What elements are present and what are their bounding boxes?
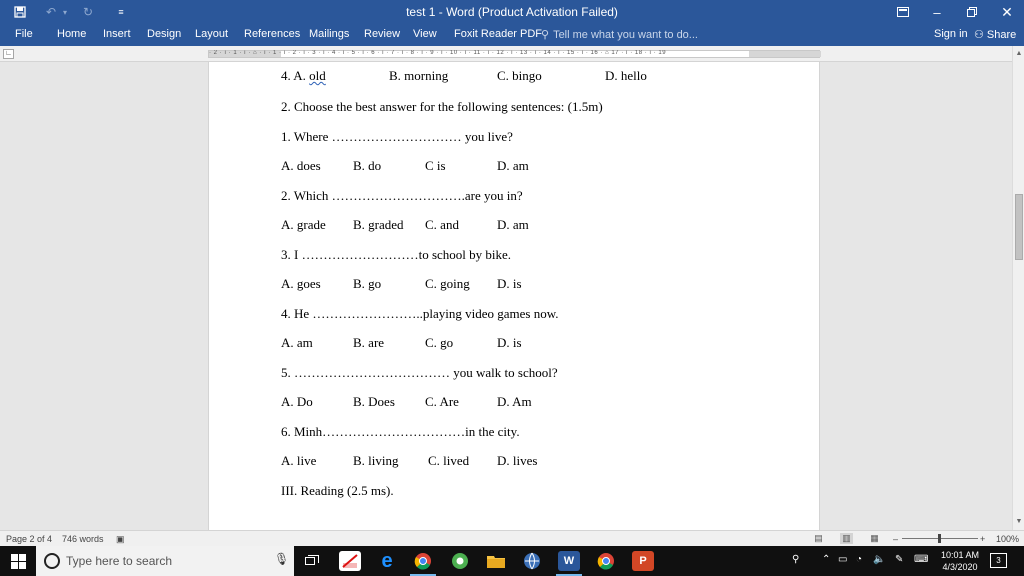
section-heading-reading: III. Reading (2.5 ms).: [281, 483, 394, 498]
cortana-icon: [44, 553, 60, 569]
minimize-button[interactable]: –: [933, 4, 941, 20]
undo-dropdown-icon[interactable]: ▾: [62, 7, 67, 17]
tab-design[interactable]: Design: [147, 28, 182, 40]
option-d: D. hello: [605, 68, 647, 83]
windows-start-icon[interactable]: [0, 546, 36, 576]
horizontal-ruler[interactable]: [208, 50, 820, 58]
option-c: C. Are: [425, 394, 459, 409]
option-b: B. do: [353, 158, 382, 173]
word-icon[interactable]: W: [558, 551, 580, 571]
tab-mailings[interactable]: Mailings: [309, 28, 350, 40]
question-4: 4. He ……………………..playing video games now.: [281, 306, 559, 321]
edge-icon[interactable]: e: [381, 549, 393, 572]
lightbulb-icon: ⚲: [541, 29, 550, 41]
chrome-icon[interactable]: [412, 551, 434, 571]
scroll-up-icon[interactable]: ▲: [1015, 50, 1023, 57]
undo-icon[interactable]: ↶: [45, 5, 57, 19]
clock-date: 4/3/2020: [942, 562, 978, 572]
tab-insert[interactable]: Insert: [103, 28, 131, 40]
option-d: D. is: [497, 276, 522, 291]
proofing-icon[interactable]: ▣: [116, 534, 125, 544]
option-b: B. graded: [353, 217, 404, 232]
file-explorer-icon[interactable]: [485, 551, 507, 571]
print-layout-icon[interactable]: ▥: [840, 533, 853, 544]
option-c: C. lived: [428, 453, 470, 468]
wifi-icon[interactable]: ◔: [856, 554, 863, 565]
redo-icon[interactable]: ↻: [82, 5, 94, 19]
chrome-green-icon[interactable]: [449, 551, 471, 571]
battery-icon[interactable]: ▭: [838, 554, 848, 565]
status-bar: [0, 530, 1024, 546]
ruler-marks: · 2 · ı · 1 · ı · ⌂ · ı · 1 · ı · 2 · ı · 3 · ı · 4 · ı · 5 · ı · 6 · ı · 7 · ı · 8 · ı · 9 · ı · 10 · ı · 11 · ı · 12 · ı · 13 · ı · 14 · ı · 15 · ı · 16 · ⌂ 17 · ı · 18 · ı · 19: [209, 50, 667, 56]
question-1: 1. Where ………………………… you live?: [281, 129, 513, 144]
option-b: B. living: [353, 453, 399, 468]
option-b: B. go: [353, 276, 382, 291]
read-mode-icon[interactable]: ▤: [814, 533, 823, 543]
zoom-out-icon[interactable]: –: [893, 534, 899, 544]
person-icon: ⚇: [974, 29, 984, 41]
keyboard-icon[interactable]: ⌨: [914, 554, 929, 565]
share-label: Share: [986, 29, 1017, 41]
clock[interactable]: [936, 549, 984, 573]
option-d: D. is: [497, 335, 522, 350]
document-area: [0, 62, 1012, 530]
tab-references[interactable]: References: [244, 28, 301, 40]
option-d: D. am: [497, 217, 529, 232]
option-a: A. live: [281, 453, 317, 468]
tell-me-box[interactable]: [541, 28, 698, 41]
option-c: C is: [425, 158, 446, 173]
customize-icon[interactable]: ≡: [118, 7, 124, 17]
close-button[interactable]: ✕: [1001, 3, 1013, 20]
option-b: B. are: [353, 335, 385, 350]
window-title: test 1 - Word (Product Activation Failed): [406, 5, 618, 19]
sign-in-link[interactable]: Sign in: [934, 28, 968, 40]
page-indicator[interactable]: Page 2 of 4: [6, 534, 53, 544]
ribbon-tabs: [0, 24, 1024, 46]
app-2020-icon[interactable]: [339, 551, 361, 571]
section-heading: 2. Choose the best answer for the following sentences: (1.5m): [281, 99, 603, 114]
option-b: B. morning: [389, 68, 449, 83]
question-3: 3. I ………………………to school by bike.: [281, 247, 512, 262]
tab-view[interactable]: View: [413, 28, 437, 40]
option-a: A. goes: [281, 276, 321, 291]
tab-home[interactable]: Home: [57, 28, 87, 40]
option-d: D. Am: [497, 394, 532, 409]
tab-foxit-reader-pdf[interactable]: Foxit Reader PDF: [454, 28, 543, 40]
person-tray-icon[interactable]: ⚲: [792, 554, 800, 565]
option-a: A. does: [281, 158, 321, 173]
taskbar: [0, 546, 1024, 576]
search-placeholder: Type here to search: [66, 554, 173, 568]
vertical-scrollbar[interactable]: [1012, 46, 1024, 530]
zoom-slider-thumb[interactable]: [938, 534, 941, 543]
restore-button[interactable]: [955, 0, 989, 24]
scroll-down-icon[interactable]: ▼: [1015, 518, 1023, 525]
chrome-2-icon[interactable]: [595, 551, 617, 571]
pen-icon[interactable]: ✎: [895, 554, 904, 565]
option-d: D. lives: [497, 453, 538, 468]
option-d: D. am: [497, 158, 529, 173]
option-c: C. and: [425, 217, 459, 232]
option-c: C. go: [425, 335, 454, 350]
word-count[interactable]: 746 words: [62, 534, 104, 544]
tab-file[interactable]: File: [15, 28, 33, 40]
notification-count: 3: [996, 556, 1001, 565]
option-a: A. Do: [281, 394, 313, 409]
ribbon-display-icon[interactable]: [886, 0, 920, 24]
spelling-underline: old: [309, 68, 326, 83]
tab-layout[interactable]: Layout: [195, 28, 229, 40]
clock-time: 10:01 AM: [940, 550, 980, 560]
globe-app-icon[interactable]: [521, 551, 543, 571]
option-a: 4. A. old: [281, 68, 326, 83]
tab-selector-icon[interactable]: ∟: [3, 49, 14, 59]
option-a: A. am: [281, 335, 313, 350]
task-view-icon[interactable]: [301, 551, 323, 571]
option-c: C. bingo: [497, 68, 542, 83]
zoom-level[interactable]: 100%: [996, 534, 1020, 544]
notification-center-icon[interactable]: [990, 553, 1007, 568]
document-page[interactable]: [208, 62, 820, 530]
chevron-up-icon[interactable]: ⌃: [822, 554, 831, 565]
volume-icon[interactable]: 🔈: [873, 554, 886, 565]
share-button[interactable]: [974, 28, 1016, 41]
powerpoint-icon[interactable]: P: [632, 551, 654, 571]
web-layout-icon[interactable]: ▦: [870, 533, 879, 543]
tell-me-text: Tell me what you want to do...: [553, 29, 698, 41]
title-bar: [0, 0, 1024, 24]
microphone-icon[interactable]: 🎙: [274, 552, 290, 566]
option-c: C. going: [425, 276, 470, 291]
ruler-row: [0, 46, 1024, 62]
taskbar-search-box[interactable]: [36, 546, 294, 576]
option-b: B. Does: [353, 394, 395, 409]
option-a: A. grade: [281, 217, 326, 232]
scroll-thumb[interactable]: [1015, 194, 1023, 260]
question-2: 2. Which ………………………….are you in?: [281, 188, 523, 203]
tab-review[interactable]: Review: [364, 28, 401, 40]
question-5: 5. ……………………………… you walk to school?: [281, 365, 558, 380]
question-6: 6. Minh……………………………in the city.: [281, 424, 520, 439]
zoom-in-icon[interactable]: +: [980, 534, 986, 544]
